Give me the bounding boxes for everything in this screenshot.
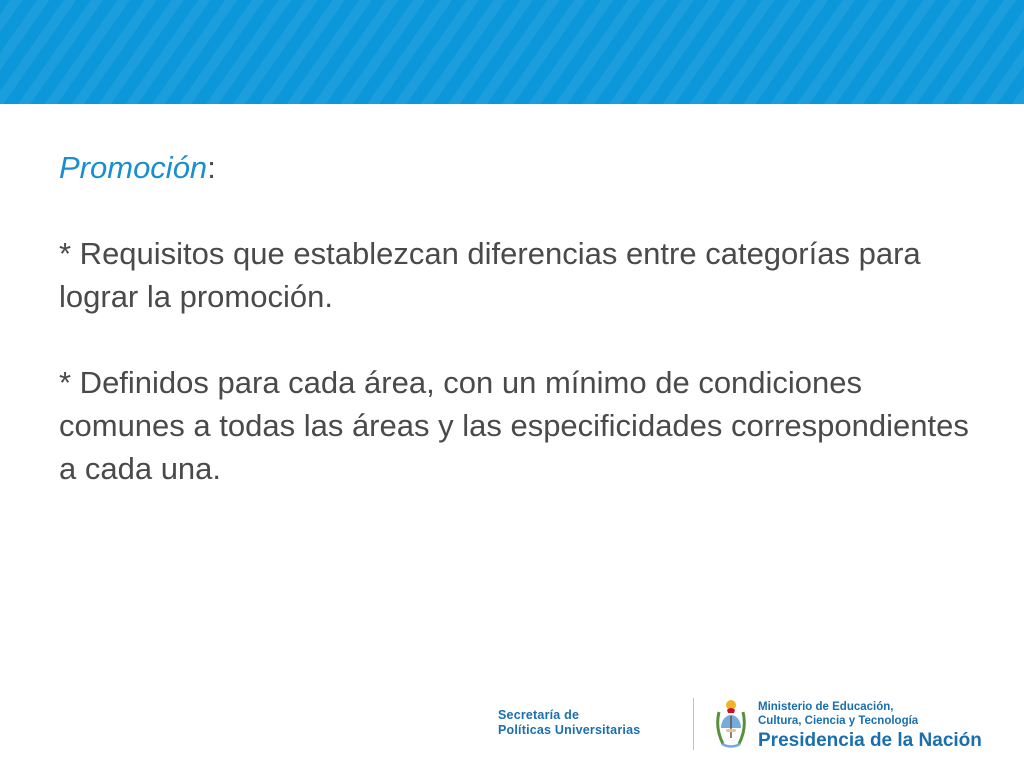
slide-content [59,146,979,490]
paragraph-requisitos: * Requisitos que establezcan diferencias entre categorías para lograr la promoción. [59,236,921,314]
heading-keyword: Promoción [59,150,208,185]
secretaria-line-1: Secretaría de [498,708,580,722]
footer-divider [693,698,694,750]
slide-heading [59,146,979,189]
heading-colon: : [207,150,216,185]
secretaria-line-2: Políticas Universitarias [498,723,641,737]
argentina-coat-of-arms-icon [714,698,748,750]
ministerio-logo [758,700,982,753]
paragraph-definidos: * Definidos para cada área, con un mínimo de condiciones comunes a todas las áreas y las especificidades correspondientes a cada una. [59,365,969,486]
presidencia-label: Presidencia de la Nación [758,730,982,751]
ministerio-line-1: Ministerio de Educación, [758,701,894,713]
secretaria-logo [498,708,640,738]
top-banner [0,0,1024,104]
ministerio-line-2: Cultura, Ciencia y Tecnología [758,715,919,727]
